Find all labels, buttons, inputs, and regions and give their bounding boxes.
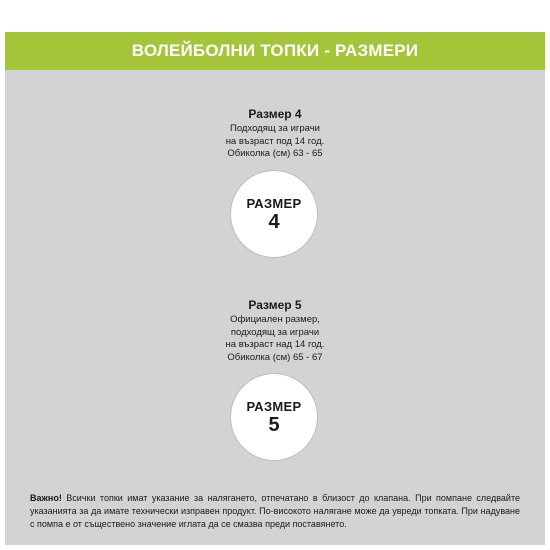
size-4-desc-line-1: Подходящ за играчи xyxy=(230,123,320,134)
header-banner xyxy=(5,32,545,70)
size-5-ball xyxy=(230,373,318,461)
size-5-desc-line-1: Официален размер, xyxy=(230,314,320,325)
size-5-desc-line-2: подходящ за играчи xyxy=(230,326,320,338)
size-4-ball xyxy=(230,170,318,258)
important-label: Важно! xyxy=(30,493,62,503)
size-4-ball-label: РАЗМЕР xyxy=(246,195,302,211)
important-note xyxy=(30,492,520,531)
size-4-info xyxy=(175,107,375,161)
size-5-ball-label: РАЗМЕР xyxy=(246,398,302,414)
size-5-info xyxy=(175,298,375,364)
size-4-ball-number: 4 xyxy=(268,210,280,233)
page-title: ВОЛЕЙБОЛНИ ТОПКИ - РАЗМЕРИ xyxy=(131,41,419,60)
size-5-ball-number: 5 xyxy=(268,413,280,436)
size-5-desc-line-3: на възраст над 14 год. xyxy=(225,339,325,350)
important-text: Всички топки имат указание за налягането, отпечатано в близост до клапана. При помпане следвайте указанията за да имате технически изправен продукт. По-високото налягане може да увреди топката. При надуване с помпа е от съществено значение иглата да се смазва преди поставянето. xyxy=(30,493,520,529)
size-4-title: Размер 4 xyxy=(248,107,302,121)
size-5-desc-line-4: Обиколка (см) 65 - 67 xyxy=(227,351,323,363)
size-4-desc-line-3: Обиколка (см) 63 - 65 xyxy=(227,148,323,159)
size-4-desc-line-2: на възраст под 14 год. xyxy=(225,135,325,147)
size-5-title: Размер 5 xyxy=(248,298,302,312)
